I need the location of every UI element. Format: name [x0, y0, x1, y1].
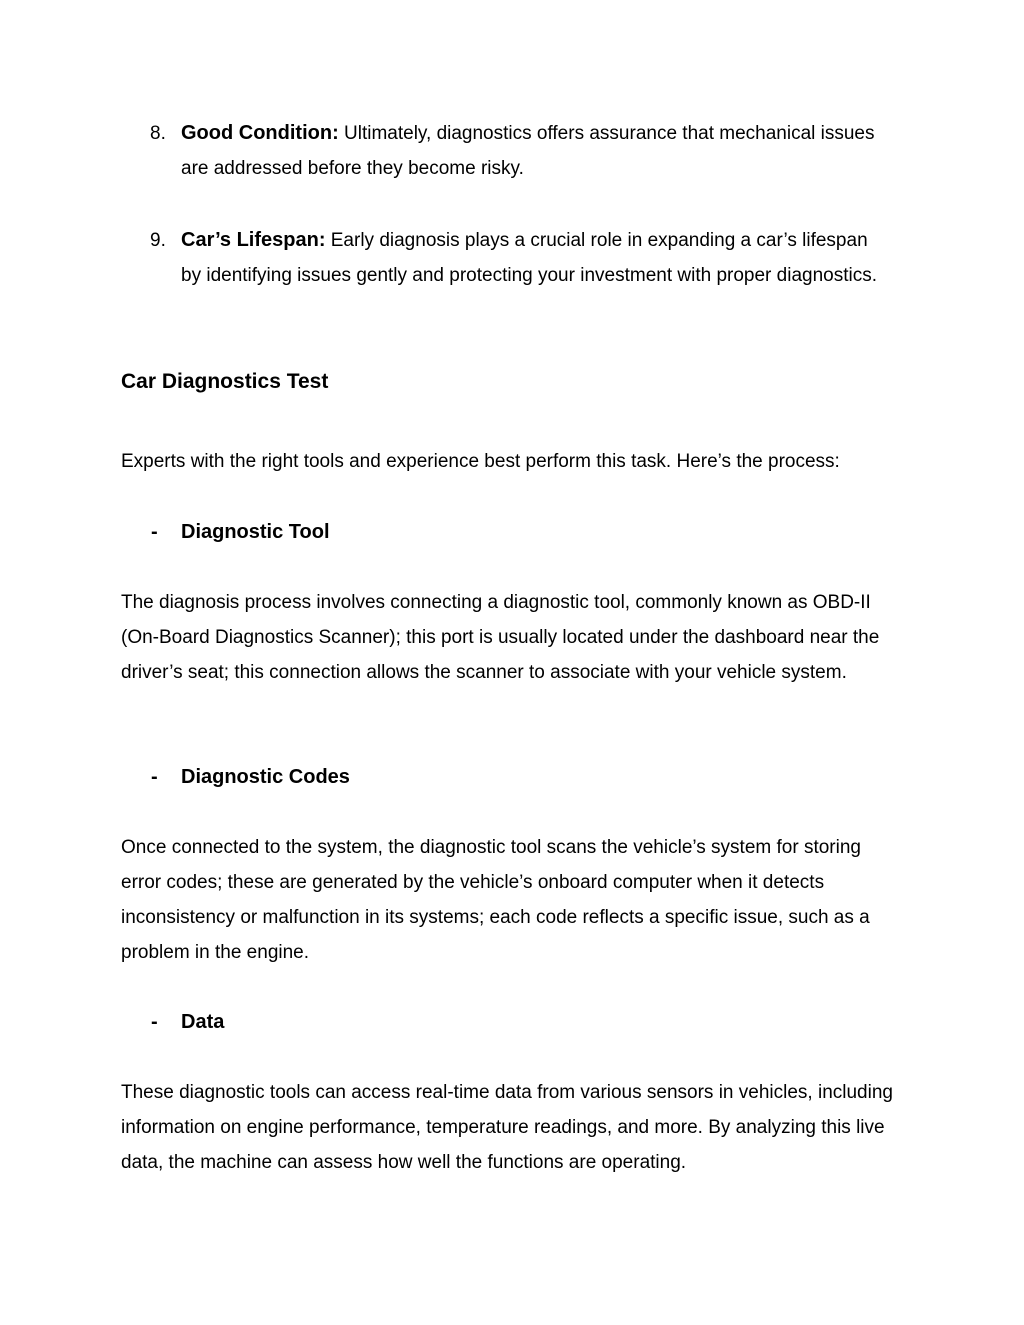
- item-term: Good Condition:: [181, 122, 339, 144]
- numbered-item-cars-lifespan: [150, 223, 890, 293]
- subsection-body-diagnostic-tool: The diagnosis process involves connecting a diagnostic tool, commonly known as OBD-II (On-Board Diagnostics Scanner); this port is usually located under the dashboard near the driver’s seat; this connection allows the scanner to associate with your vehicle system.: [121, 592, 880, 683]
- subsection-title: Diagnostic Codes: [181, 766, 350, 788]
- dash-marker: -: [151, 521, 158, 543]
- subsection-title: Data: [181, 1011, 225, 1033]
- numbered-item-good-condition: [150, 116, 890, 186]
- item-text: Early diagnosis plays a crucial role in expanding a car’s lifespan by identifying issues gently and protecting your investment with proper diagnostics.: [181, 230, 877, 286]
- dash-marker: -: [151, 1011, 158, 1033]
- item-term: Car’s Lifespan:: [181, 229, 326, 251]
- item-text: Ultimately, diagnostics offers assurance that mechanical issues are addressed before they become risky.: [181, 123, 875, 179]
- section-heading: Car Diagnostics Test: [121, 370, 329, 393]
- dash-marker: -: [151, 766, 158, 788]
- subsection-title: Diagnostic Tool: [181, 521, 330, 543]
- item-number: 8.: [150, 123, 166, 144]
- item-body: [181, 116, 890, 186]
- item-number: 9.: [150, 230, 166, 251]
- subsection-body-data: These diagnostic tools can access real-time data from various sensors in vehicles, including information on engine performance, temperature readings, and more. By analyzing this live data, the machine can assess how well the functions are operating.: [121, 1082, 893, 1173]
- intro-paragraph: Experts with the right tools and experience best perform this task. Here’s the process:: [121, 451, 840, 472]
- subsection-body-diagnostic-codes: Once connected to the system, the diagnostic tool scans the vehicle’s system for storing error codes; these are generated by the vehicle’s onboard computer when it detects inconsistency or malfunction in its systems; each code reflects a specific issue, such as a problem in the engine.: [121, 837, 870, 963]
- item-body: [181, 223, 890, 293]
